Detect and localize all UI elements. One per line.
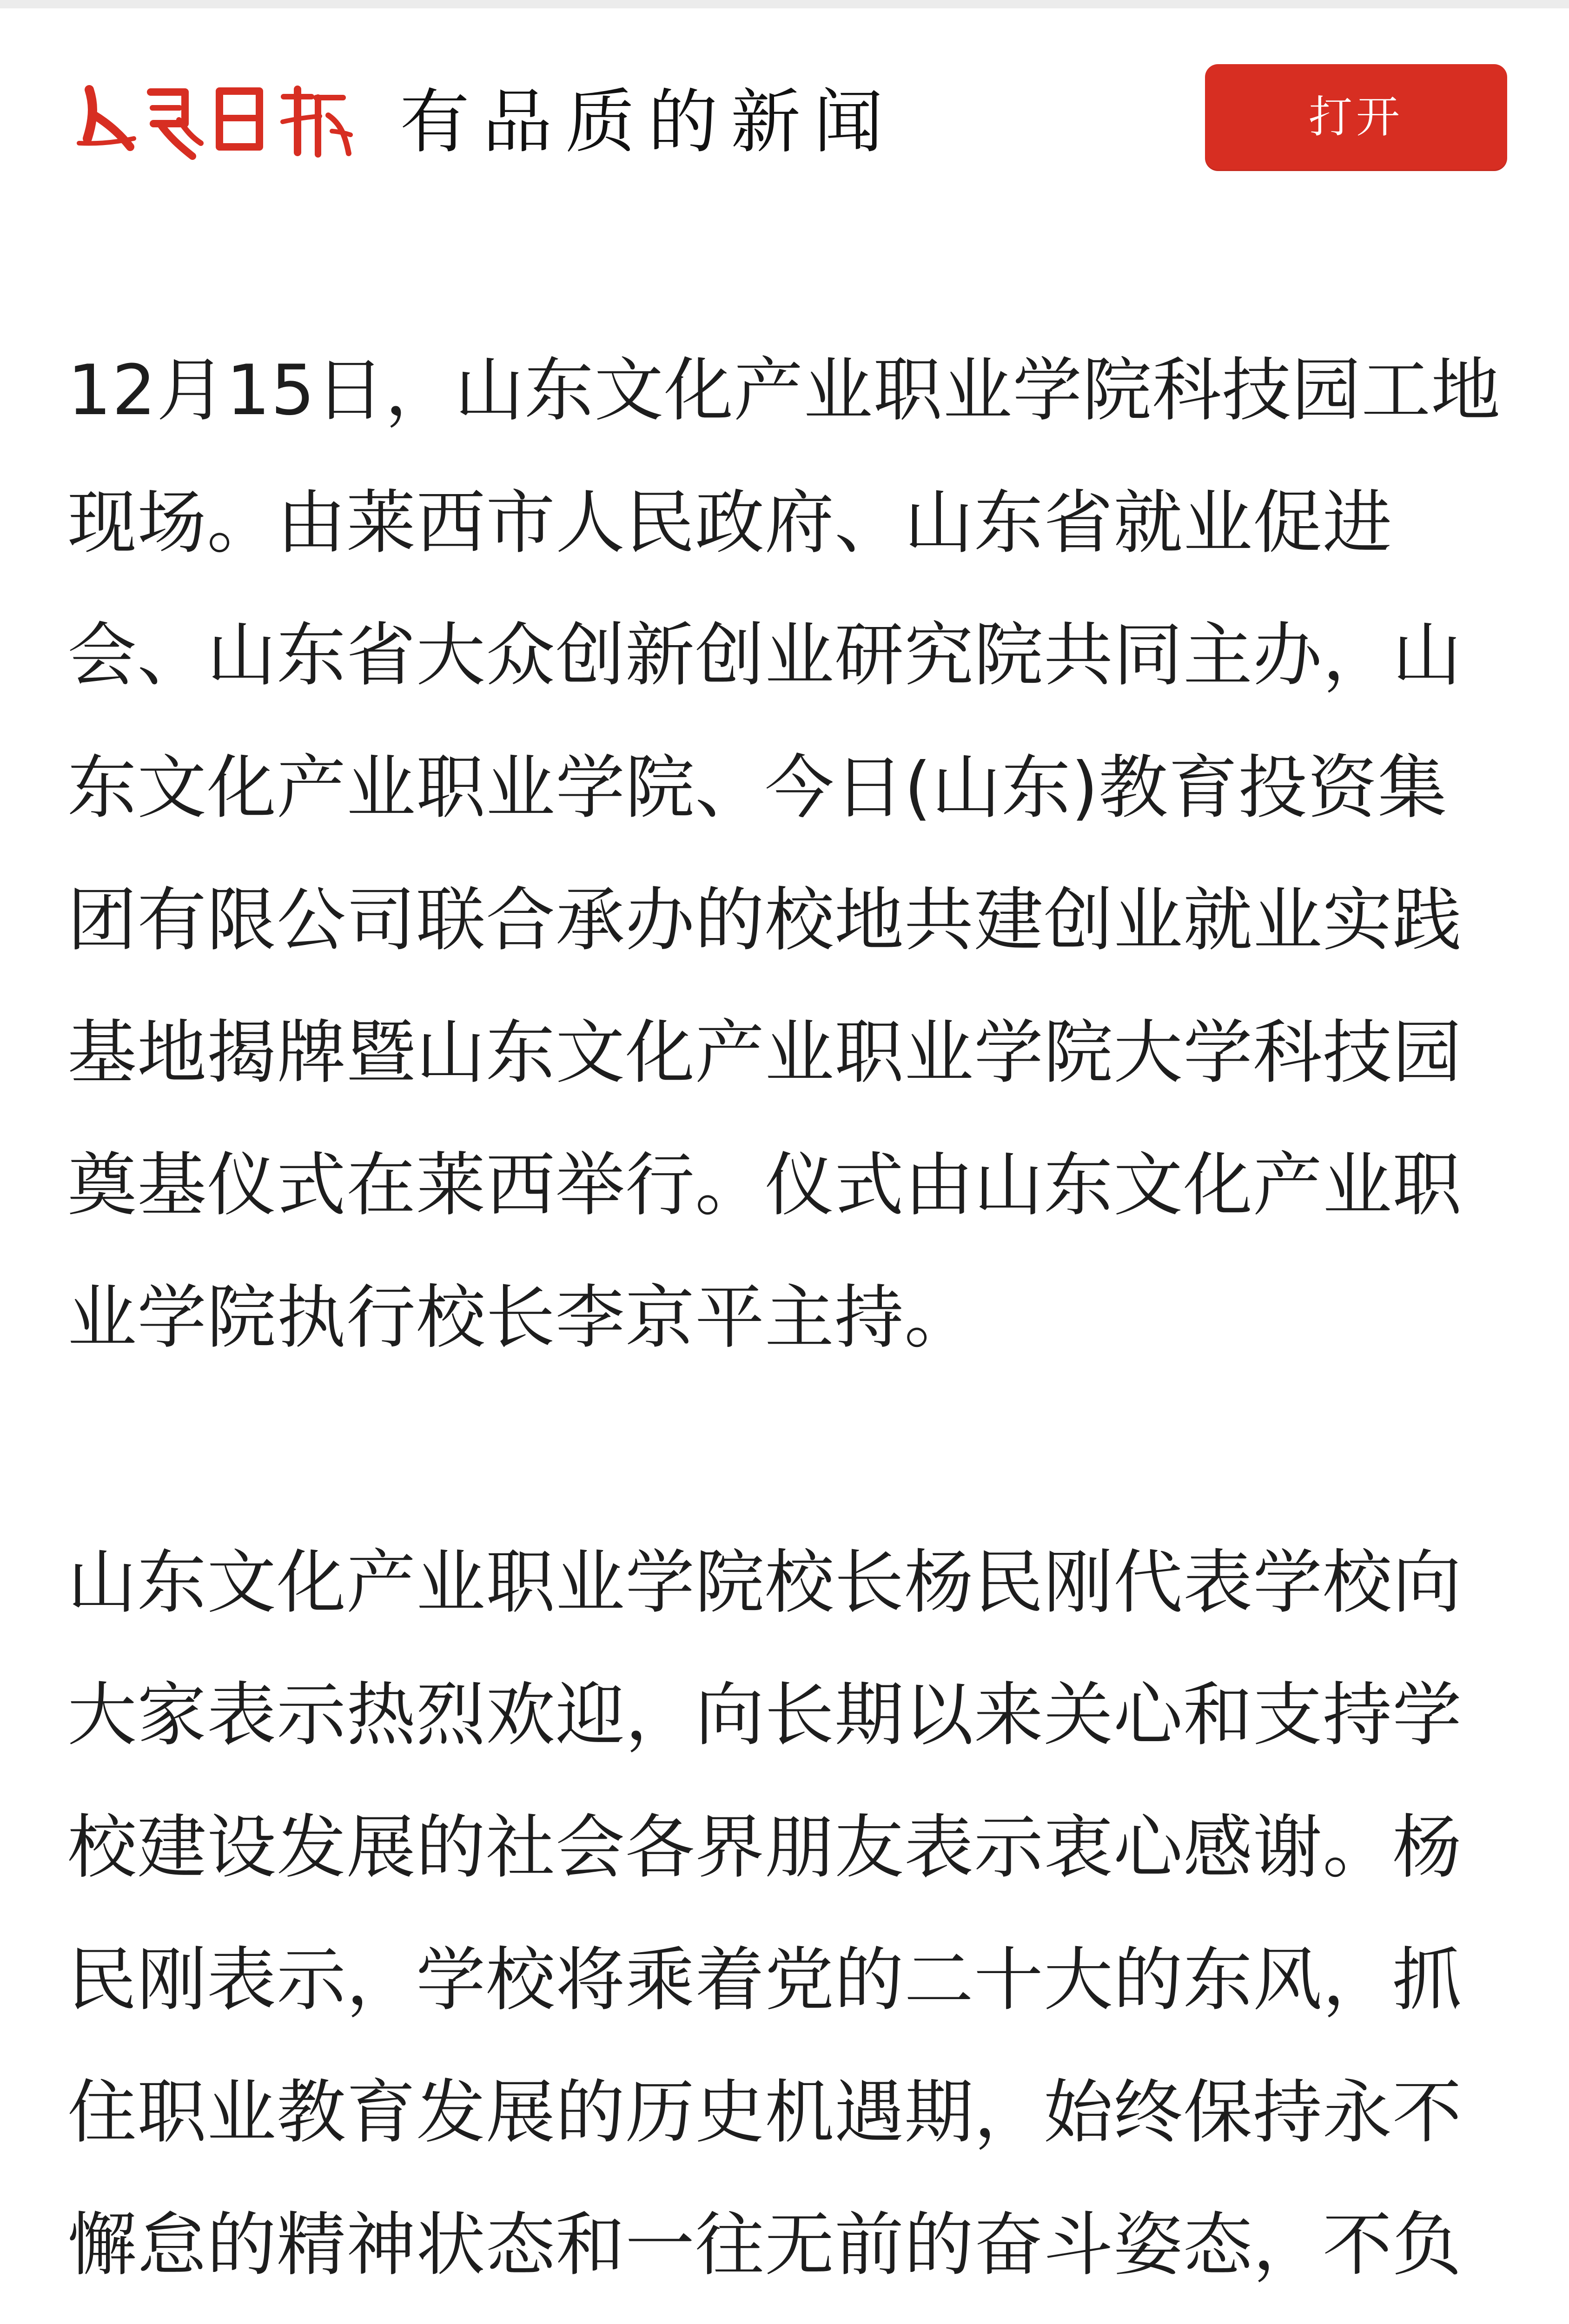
article-paragraph: 山东文化产业职业学院校长杨民刚代表学校向大家表示热烈欢迎，向长期以来关心和支持学校建设发展的社会各界朋友表示衷心感谢。杨民刚表示，学校将乘着党的二十大的东风，抓住职业教育发展的历史机遇期，始终保持永不懈怠的精神状态和一往无前的奋斗姿态，不负 [67,1543,1462,2285]
people-daily-logo [65,64,353,180]
article-body [67,324,1504,2324]
header-tagline: 有品质的新闻 [400,82,897,163]
open-button[interactable]: 打开 [1205,64,1507,171]
app-header [0,8,1569,222]
article-paragraph: 12月15日，山东文化产业职业学院科技园工地现场。由莱西市人民政府、山东省就业促进会、山东省大众创新创业研究院共同主办，山东文化产业职业学院、今日(山东)教育投资集团有限公司联合承办的校地共建创业就业实践基地揭牌暨山东文化产业职业学院大学科技园奠基仪式在莱西举行。仪式由山东文化产业职业学院执行校长李京平主持。 [67,350,1501,1358]
top-edge-strip [0,0,1569,8]
people-daily-logo-mark [65,64,353,180]
